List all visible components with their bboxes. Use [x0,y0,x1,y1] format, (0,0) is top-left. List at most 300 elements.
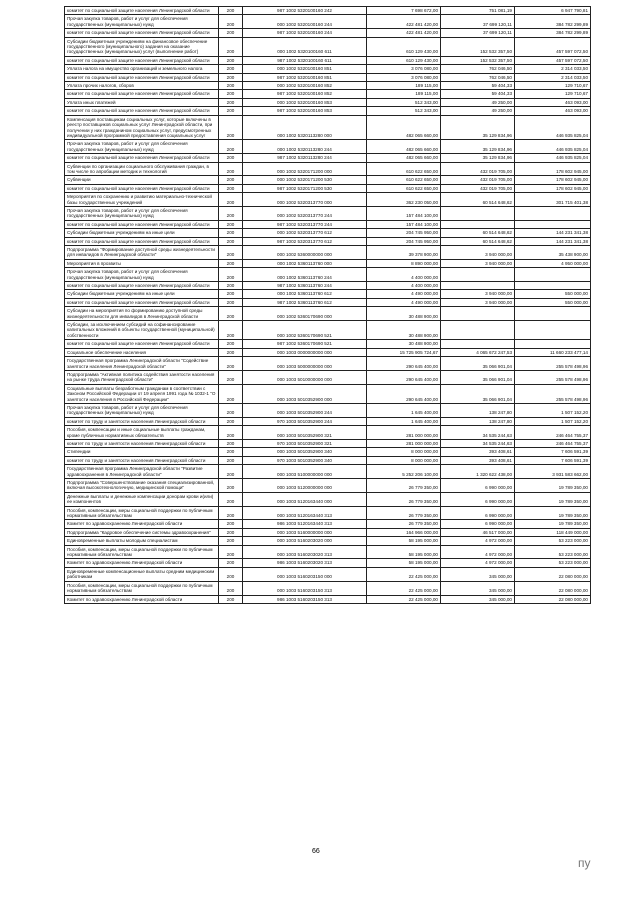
remaining-amount: 446 935 825,04 [515,140,591,154]
table-row [65,98,591,106]
table-row [65,162,591,176]
row-label: комитет по социальной защите населения Ленинградской области [65,73,219,81]
approved-amount: 610 129 430,00 [367,37,441,56]
executed-amount: 35 066 901,04 [441,357,515,371]
table-row [65,115,591,140]
executed-amount: 35 066 901,04 [441,384,515,403]
executed-amount [441,340,515,348]
table-row [65,90,591,98]
approved-amount: 26 779 350,00 [367,492,441,506]
handwritten-mark: пу [578,856,591,870]
line-code: 200 [219,193,243,207]
budget-code: 970 1003 5010352900 244 [243,417,367,425]
row-label: Уплата иных платежей [65,98,219,106]
table-row [65,307,591,321]
remaining-amount: 19 789 350,00 [515,520,591,528]
row-label: Социальные выплаты безработным гражданам в соответствии с Законом Российской Федерации от 19 апреля 1991 года № 1032-1 "О занятости населения в Российской Федерации" [65,384,219,403]
approved-amount: 22 425 000,00 [367,595,441,603]
line-code: 200 [219,357,243,371]
line-code: 200 [219,417,243,425]
line-code: 200 [219,56,243,64]
row-label: Мероприятия в прозвиты [65,259,219,267]
approved-amount: 157 484 100,00 [367,206,441,220]
executed-amount: 49 250,00 [441,107,515,115]
approved-amount: 7 698 672,00 [367,7,441,15]
line-code: 200 [219,176,243,184]
line-code: 200 [219,115,243,140]
budget-code: 000 1003 5160203020 313 [243,545,367,559]
budget-code: 000 1002 5360113760 244 [243,268,367,282]
line-code: 200 [219,162,243,176]
executed-amount [441,268,515,282]
row-label: комитет по социальной защите населения Ленинградской области [65,154,219,162]
executed-amount: 345 000,00 [441,595,515,603]
budget-code: 987 1002 5320113280 244 [243,154,367,162]
row-label: Подпрограмма "Формирование доступной среды жизнедеятельности для инвалидов в Ленинградской области" [65,246,219,260]
row-label: Уплата прочих налогов, сборов [65,82,219,90]
line-code: 200 [219,220,243,228]
line-code: 200 [219,456,243,464]
remaining-amount: 384 782 299,89 [515,29,591,37]
executed-amount: 751 081,19 [441,7,515,15]
line-code: 200 [219,492,243,506]
remaining-amount: 22 080 000,00 [515,595,591,603]
executed-amount: 3 940 000,00 [441,298,515,306]
budget-code: 987 1002 5320100160 611 [243,56,367,64]
approved-amount: 189 115,00 [367,90,441,98]
approved-amount: 30 488 900,00 [367,321,441,340]
row-label: комитет по социальной защите населения Ленинградской области [65,7,219,15]
budget-code: 000 1002 5320100160 851 [243,65,367,73]
approved-amount: 189 115,00 [367,82,441,90]
line-code: 200 [219,268,243,282]
executed-amount: 432 019 705,00 [441,162,515,176]
line-code: 200 [219,403,243,417]
line-code: 200 [219,298,243,306]
budget-code: 000 1002 5320313770 244 [243,206,367,220]
row-label: Пособия, компенсации и иные социальные выплаты гражданам, кроме публичных нормативных обязательств [65,426,219,440]
table-row [65,357,591,371]
table-row [65,340,591,348]
row-label: Комитет по здравоохранению Ленинградской области [65,595,219,603]
executed-amount: 6 990 000,00 [441,479,515,493]
budget-code: 000 1003 5160203150 000 [243,567,367,581]
budget-code: 000 1003 5010000000 000 [243,370,367,384]
row-label: комитет по социальной защите населения Ленинградской области [65,298,219,306]
executed-amount [441,206,515,220]
line-code: 200 [219,384,243,403]
executed-amount: 762 046,50 [441,65,515,73]
executed-amount: 35 129 834,96 [441,140,515,154]
table-row [65,321,591,340]
executed-amount: 37 699 120,11 [441,15,515,29]
table-row [65,537,591,545]
remaining-amount: 255 578 498,96 [515,357,591,371]
budget-code: 000 1003 5010352900 000 [243,384,367,403]
table-row [65,567,591,581]
executed-amount: 3 940 000,00 [441,259,515,267]
row-label: Социальное обеспечение населения [65,348,219,356]
line-code: 200 [219,545,243,559]
remaining-amount: 35 438 900,00 [515,246,591,260]
remaining-amount: 384 782 299,89 [515,15,591,29]
table-row [65,456,591,464]
approved-amount: 610 622 650,00 [367,162,441,176]
table-row [65,65,591,73]
line-code: 200 [219,37,243,56]
executed-amount: 393 408,61 [441,448,515,456]
remaining-amount [515,307,591,321]
budget-code: 987 1002 5320171200 530 [243,184,367,192]
executed-amount: 60 514 648,62 [441,229,515,237]
executed-amount: 37 699 120,11 [441,29,515,37]
line-code: 200 [219,206,243,220]
line-code: 200 [219,73,243,81]
budget-code: 000 1002 5320313770 612 [243,229,367,237]
table-row [65,479,591,493]
table-row [65,107,591,115]
row-label: комитет по труду и занятости населения Ленинградской области [65,456,219,464]
table-row [65,259,591,267]
approved-amount: 1 645 400,00 [367,417,441,425]
approved-amount: 22 425 000,00 [367,567,441,581]
row-label: Государственная программа Ленинградской области "Содействие занятости населения Ленинградской области" [65,357,219,371]
approved-amount: 482 065 660,00 [367,115,441,140]
row-label: комитет по социальной защите населения Ленинградской области [65,220,219,228]
budget-code: 000 1002 5360113760 000 [243,259,367,267]
line-code: 200 [219,528,243,536]
table-row [65,154,591,162]
table-row [65,15,591,29]
approved-amount: 4 400 000,00 [367,268,441,282]
row-label: Мероприятия по сохранению и развитию материально-технической базы государственных учреждений [65,193,219,207]
line-code: 200 [219,282,243,290]
budget-code: 986 1003 5120163440 313 [243,520,367,528]
line-code: 200 [219,259,243,267]
approved-amount: 15 725 905 724,67 [367,348,441,356]
remaining-amount: 463 093,00 [515,107,591,115]
remaining-amount: 255 578 498,96 [515,370,591,384]
line-code: 200 [219,321,243,340]
approved-amount: 422 481 420,00 [367,15,441,29]
approved-amount: 5 252 206 100,00 [367,465,441,479]
budget-code: 987 1002 5360170690 521 [243,340,367,348]
line-code: 200 [219,90,243,98]
remaining-amount [515,268,591,282]
table-row [65,37,591,56]
executed-amount: 6 990 000,00 [441,492,515,506]
budget-code: 000 1003 5160203020 000 [243,537,367,545]
line-code: 200 [219,567,243,581]
budget-code: 000 1003 0000000000 000 [243,348,367,356]
remaining-amount: 53 223 000,00 [515,559,591,567]
executed-amount: 60 514 648,62 [441,193,515,207]
table-row [65,206,591,220]
executed-amount: 152 532 357,50 [441,56,515,64]
executed-amount: 34 535 244,63 [441,439,515,447]
row-label: Стипендии [65,448,219,456]
table-row [65,370,591,384]
approved-amount: 30 488 900,00 [367,307,441,321]
remaining-amount: 19 789 350,00 [515,506,591,520]
budget-code: 000 1002 5360170690 521 [243,321,367,340]
row-label: Уплата налога на имущество организаций и земельного налога [65,65,219,73]
remaining-amount: 22 080 000,00 [515,581,591,595]
budget-code: 000 1002 5360000000 000 [243,246,367,260]
line-code: 200 [219,537,243,545]
table-row [65,348,591,356]
executed-amount [441,282,515,290]
table-row [65,237,591,245]
budget-code: 000 1003 5010352900 340 [243,448,367,456]
remaining-amount: 246 464 755,37 [515,426,591,440]
executed-amount: 35 129 834,96 [441,154,515,162]
table-row [65,176,591,184]
line-code: 200 [219,370,243,384]
table-row [65,290,591,298]
remaining-amount: 1 507 152,20 [515,417,591,425]
remaining-amount: 53 223 000,00 [515,537,591,545]
executed-amount: 60 514 648,62 [441,237,515,245]
row-label: комитет по социальной защите населения Ленинградской области [65,29,219,37]
executed-amount: 432 019 705,00 [441,176,515,184]
table-row [65,7,591,15]
remaining-amount: 7 606 591,39 [515,456,591,464]
row-label: Субвенции [65,176,219,184]
executed-amount: 35 129 834,96 [441,115,515,140]
approved-amount: 58 195 000,00 [367,559,441,567]
approved-amount: 157 484 100,00 [367,220,441,228]
approved-amount: 3 076 080,00 [367,73,441,81]
table-row [65,528,591,536]
executed-amount: 4 972 000,00 [441,559,515,567]
budget-code: 000 1003 5120163440 000 [243,492,367,506]
line-code: 200 [219,595,243,603]
executed-amount: 393 408,61 [441,456,515,464]
line-code: 200 [219,82,243,90]
row-label: комитет по социальной защите населения Ленинградской области [65,90,219,98]
row-label: Прочая закупка товаров, работ и услуг для обеспечения государственных (муниципальных) нужд [65,268,219,282]
remaining-amount: 446 935 825,04 [515,115,591,140]
executed-amount: 35 066 901,04 [441,370,515,384]
approved-amount: 422 481 420,00 [367,29,441,37]
line-code: 200 [219,154,243,162]
approved-amount: 482 065 660,00 [367,154,441,162]
executed-amount: 4 065 672 247,53 [441,348,515,356]
line-code: 200 [219,348,243,356]
budget-code: 000 1003 5000000000 000 [243,357,367,371]
remaining-amount: 19 789 350,00 [515,492,591,506]
budget-code: 000 1002 5360113760 612 [243,290,367,298]
executed-amount: 3 940 000,00 [441,290,515,298]
line-code: 200 [219,229,243,237]
approved-amount: 58 195 000,00 [367,545,441,559]
budget-code: 000 1003 5100000000 000 [243,465,367,479]
row-label: Комитет по здравоохранению Ленинградской области [65,559,219,567]
remaining-amount: 129 710,67 [515,90,591,98]
table-row [65,448,591,456]
approved-amount: 290 645 400,00 [367,357,441,371]
approved-amount: 26 779 350,00 [367,506,441,520]
executed-amount: 4 972 000,00 [441,537,515,545]
remaining-amount: 144 231 341,38 [515,237,591,245]
budget-code: 000 1002 5320313770 000 [243,193,367,207]
table-row [65,268,591,282]
row-label: Субсидии бюджетным учреждениям на финансовое обеспечение государственного (муниципального) задания на оказание государственных (муниципальных) услуг (выполнение работ) [65,37,219,56]
table-row [65,559,591,567]
approved-amount: 512 343,00 [367,98,441,106]
budget-code: 000 1003 5120163440 313 [243,506,367,520]
line-code: 200 [219,237,243,245]
approved-amount: 39 378 900,00 [367,246,441,260]
page-number: 66 [312,848,320,855]
remaining-amount: 457 597 072,50 [515,37,591,56]
executed-amount: 762 046,50 [441,73,515,81]
budget-code: 987 1002 5320100160 852 [243,90,367,98]
remaining-amount: 118 449 000,00 [515,528,591,536]
line-code: 200 [219,15,243,29]
table-row [65,492,591,506]
budget-code: 000 1002 5320171200 000 [243,162,367,176]
budget-code: 000 1003 5160000000 000 [243,528,367,536]
table-row [65,298,591,306]
budget-code: 000 1002 5320171200 530 [243,176,367,184]
approved-amount: 290 645 400,00 [367,370,441,384]
line-code: 200 [219,439,243,447]
executed-amount: 6 990 000,00 [441,506,515,520]
approved-amount: 4 490 000,00 [367,290,441,298]
table-row [65,545,591,559]
budget-code: 000 1002 5320100160 611 [243,37,367,56]
budget-code: 987 1002 5360113760 612 [243,298,367,306]
remaining-amount: 7 606 591,39 [515,448,591,456]
approved-amount: 281 000 000,00 [367,426,441,440]
remaining-amount: 11 660 233 477,14 [515,348,591,356]
remaining-amount [515,206,591,220]
approved-amount: 610 622 650,00 [367,184,441,192]
remaining-amount [515,220,591,228]
approved-amount: 610 622 650,00 [367,176,441,184]
budget-code: 000 1002 5320100160 853 [243,98,367,106]
table-row [65,581,591,595]
row-label: Прочая закупка товаров, работ и услуг для обеспечения государственных (муниципальных) нужд [65,206,219,220]
row-label: комитет по социальной защите населения Ленинградской области [65,282,219,290]
row-label: Субсидии, за исключением субсидий на софинансирование капитальных вложений в объекты государственной (муниципальной) собственности [65,321,219,340]
line-code: 200 [219,65,243,73]
approved-amount: 26 779 350,00 [367,479,441,493]
executed-amount: 138 247,80 [441,403,515,417]
approved-amount: 512 343,00 [367,107,441,115]
remaining-amount: 129 710,67 [515,82,591,90]
remaining-amount: 4 950 000,00 [515,259,591,267]
remaining-amount: 6 947 790,81 [515,7,591,15]
approved-amount: 58 195 000,00 [367,537,441,545]
row-label: Государственная программа Ленинградской области "Развитие здравоохранения в Ленинградской области" [65,465,219,479]
table-row [65,220,591,228]
budget-code: 987 1002 5320100160 851 [243,73,367,81]
remaining-amount: 463 093,00 [515,98,591,106]
budget-code: 000 1003 5010352900 321 [243,426,367,440]
budget-table [64,6,591,604]
table-row [65,246,591,260]
row-label: Пособия, компенсации, меры социальной поддержки по публичным нормативным обязательствам [65,545,219,559]
executed-amount: 345 000,00 [441,567,515,581]
remaining-amount: 550 000,00 [515,290,591,298]
remaining-amount: 2 314 033,50 [515,65,591,73]
remaining-amount [515,340,591,348]
row-label: комитет по труду и занятости населения Ленинградской области [65,439,219,447]
row-label: комитет по труду и занятости населения Ленинградской области [65,417,219,425]
table-row [65,229,591,237]
executed-amount: 34 535 244,63 [441,426,515,440]
budget-code: 000 1002 5360170690 000 [243,307,367,321]
approved-amount: 26 779 350,00 [367,520,441,528]
row-label: Денежные выплаты и денежные компенсации донорам крови и(или) ее компонентов [65,492,219,506]
executed-amount: 4 972 000,00 [441,545,515,559]
executed-amount: 3 940 000,00 [441,246,515,260]
row-label: Пособия, компенсации, меры социальной поддержки по публичным нормативным обязательствам [65,506,219,520]
table-row [65,193,591,207]
row-label: Подпрограмма "Кадровое обеспечение системы здравоохранения" [65,528,219,536]
row-label: Субсидии бюджетным учреждениям на иные цели [65,229,219,237]
budget-code: 986 1003 5160203020 313 [243,559,367,567]
line-code: 200 [219,426,243,440]
executed-amount: 345 000,00 [441,581,515,595]
row-label: комитет по социальной защите населения Ленинградской области [65,237,219,245]
approved-amount: 8 000 000,00 [367,456,441,464]
budget-code: 970 1003 5010352900 321 [243,439,367,447]
budget-code: 000 1002 5320100160 852 [243,82,367,90]
row-label: Субвенции по организации социального обслуживания граждан, в том числе по апробации методик и технологий [65,162,219,176]
budget-code: 000 1002 5320100160 244 [243,15,367,29]
budget-code: 000 1003 5120000000 000 [243,479,367,493]
line-code: 200 [219,107,243,115]
row-label: Единовременные компенсационные выплаты средним медицинским работникам [65,567,219,581]
table-row [65,595,591,603]
remaining-amount [515,282,591,290]
budget-code: 000 1003 5010352900 244 [243,403,367,417]
executed-amount: 49 250,00 [441,98,515,106]
table-row [65,184,591,192]
remaining-amount: 550 000,00 [515,298,591,306]
row-label: Подпрограмма "Активная политика содействия занятости населения на рынке труда Ленинградской области" [65,370,219,384]
approved-amount: 610 129 430,00 [367,56,441,64]
row-label: Пособия, компенсации, меры социальной поддержки по публичным нормативным обязательствам [65,581,219,595]
remaining-amount: 19 789 350,00 [515,479,591,493]
row-label: Комитет по здравоохранению Ленинградской области [65,520,219,528]
approved-amount: 8 000 000,00 [367,448,441,456]
approved-amount: 4 400 000,00 [367,282,441,290]
executed-amount [441,220,515,228]
row-label: Субсидии бюджетным учреждениям на иные цели [65,290,219,298]
row-label: комитет по социальной защите населения Ленинградской области [65,184,219,192]
table-row [65,417,591,425]
remaining-amount: 178 602 945,00 [515,176,591,184]
approved-amount: 164 966 000,00 [367,528,441,536]
approved-amount: 3 076 080,00 [367,65,441,73]
line-code: 200 [219,506,243,520]
row-label: Компенсация поставщикам социальных услуг, которые включены в реестр поставщиков социальных услуг Ленинградской области, при получении у них гражданином социальных услуг, предусмотренных индивидуальной программой предоставления социальных услуг [65,115,219,140]
row-label: Прочая закупка товаров, работ и услуг для обеспечения государственных (муниципальных) нужд [65,15,219,29]
table-row [65,56,591,64]
table-row [65,82,591,90]
line-code: 200 [219,307,243,321]
table-row [65,520,591,528]
budget-code: 987 1002 5320313770 244 [243,220,367,228]
executed-amount: 1 320 622 438,00 [441,465,515,479]
approved-amount: 4 490 000,00 [367,298,441,306]
executed-amount: 59 404,33 [441,82,515,90]
